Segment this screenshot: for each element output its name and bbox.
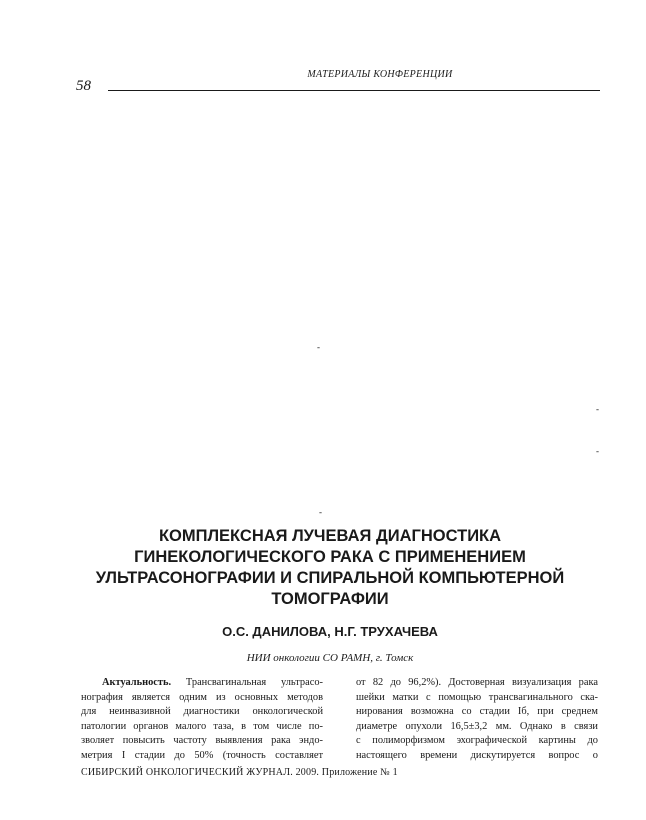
body-line: зволяет повысить частоту выявления рака эндо- [81,735,323,746]
body-line [81,676,323,691]
body-line: диаметре опухоли 16,5±3,2 мм. Однако в связи [356,720,598,732]
right-column [356,676,598,763]
body-line: шейки матки с помощью трансвагинального ска- [356,691,598,703]
body-line-text: Трансвагинальная ультрасо- [171,677,323,688]
header-rule [108,90,600,91]
left-column [81,676,323,763]
article-title: КОМПЛЕКСНАЯ ЛУЧЕВАЯ ДИАГНОСТИКА ГИНЕКОЛОГИЧЕСКОГО РАКА С ПРИМЕНЕНИЕМ УЛЬТРАСОНОГРАФИИ И СПИРАЛЬНОЙ КОМПЬЮТЕРНОЙ ТОМОГРАФИИ [95,527,565,608]
journal-footer: СИБИРСКИЙ ОНКОЛОГИЧЕСКИЙ ЖУРНАЛ. 2009. Приложение № 1 [81,767,398,778]
article-authors: О.С. ДАНИЛОВА, Н.Г. ТРУХАЧЕВА [222,624,438,639]
stray-mark: - [596,446,599,456]
body-line: патологии органов малого таза, в том числе по- [81,720,323,732]
stray-mark: - [317,342,320,352]
body-line: нирования возможна со стадии Iб, при среднем [356,706,598,717]
page-number: 58 [76,78,91,94]
stray-mark: - [319,507,322,517]
body-line: настоящего времени дискутируется вопрос о [356,749,598,761]
body-line: с полиморфизмом эхографической картины до [356,735,598,746]
body-line: для неинвазивной диагностики онкологической [81,706,323,717]
body-line: метрия I стадии до 50% (точность составляет [81,749,323,761]
article-affiliation: НИИ онкологии СО РАМН, г. Томск [246,652,414,664]
lead-heading: Актуальность. [102,677,172,688]
stray-mark: - [596,404,599,414]
body-line: от 82 до 96,2%). Достоверная визуализация рака [356,677,598,688]
body-line: нография является одним из основных методов [81,691,323,703]
running-head: МАТЕРИАЛЫ КОНФЕРЕНЦИИ [307,69,453,80]
